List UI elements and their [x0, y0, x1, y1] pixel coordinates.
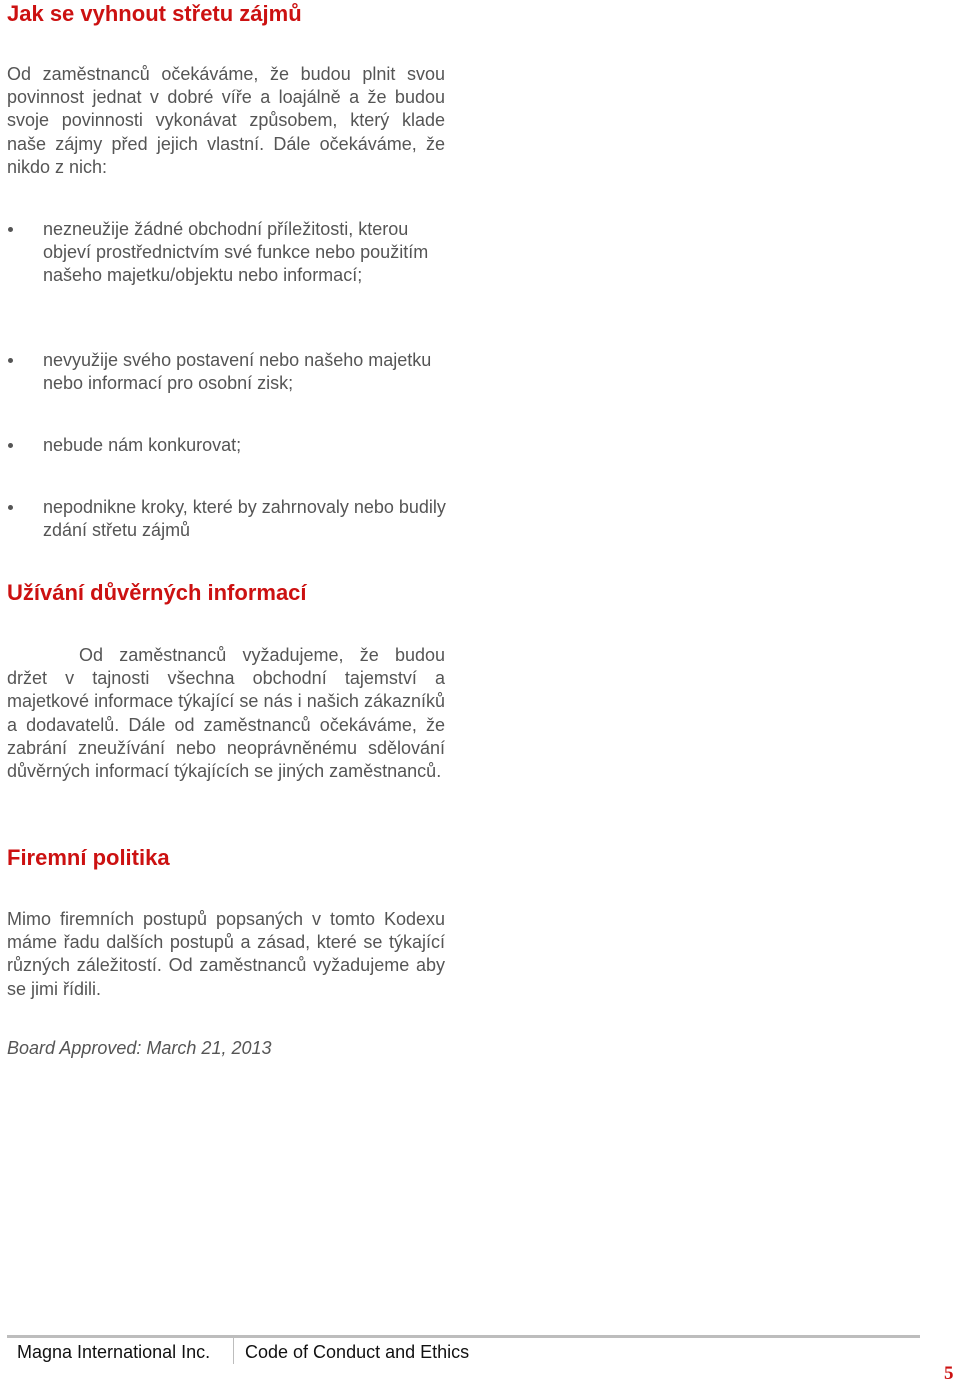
section-heading-company-policy: Firemní politika	[7, 845, 170, 870]
policy-paragraph: Mimo firemních postupů popsaných v tomto Kodexu máme řadu dalších postupů a zásad, které se týkající různých záležitostí. Od zaměstnanců vyžadujeme aby se jimi řídili.	[7, 909, 445, 999]
list-item-text: nezneužije žádné obchodní příležitosti, kterou objeví prostřednictvím své funkce nebo použitím našeho majetku/objektu nebo informací;	[43, 219, 429, 286]
section-heading-conflict-of-interest: Jak se vyhnout střetu zájmů	[7, 1, 302, 26]
list-item-text: nepodnikne kroky, které by zahrnovaly nebo budily zdání střetu zájmů	[43, 497, 446, 541]
footer-company-name: Magna International Inc.	[17, 1342, 211, 1362]
bullet-icon	[8, 505, 13, 510]
list-item-text: nebude nám konkurovat;	[43, 435, 242, 455]
board-approved-note: Board Approved: March 21, 2013	[7, 1038, 272, 1058]
section-heading-confidential-information: Užívání důvěrných informací	[7, 580, 307, 605]
confidential-paragraph: Od zaměstnanců vyžadujeme, že budou držet v tajnosti všechna obchodní tajemství a majetkové informace týkající se nás i našich zákazníků a dodavatelů. Dále od zaměstnanců očekáváme, že zabrání zneužívání nebo neoprávněnému sdělování důvěrných informací týkajících se jiných zaměstnanců.	[7, 645, 445, 782]
conflict-intro-paragraph: Od zaměstnanců očekáváme, že budou plnit svou povinnost jednat v dobré víře a loajálně a že budou svoje povinnosti vykonávat způsobem, který klade naše zájmy před jejich vlastní. Dále očekáváme, že nikdo z nich:	[7, 64, 445, 177]
footer-separator	[233, 1338, 234, 1364]
bullet-icon	[8, 443, 13, 448]
bullet-icon	[8, 358, 13, 363]
list-item-text: nevyužije svého postavení nebo našeho majetku nebo informací pro osobní zisk;	[43, 350, 432, 394]
bullet-icon	[8, 227, 13, 232]
footer-document-title: Code of Conduct and Ethics	[245, 1342, 470, 1362]
page-number: 5	[944, 1363, 954, 1384]
footer-rule	[7, 1335, 920, 1338]
